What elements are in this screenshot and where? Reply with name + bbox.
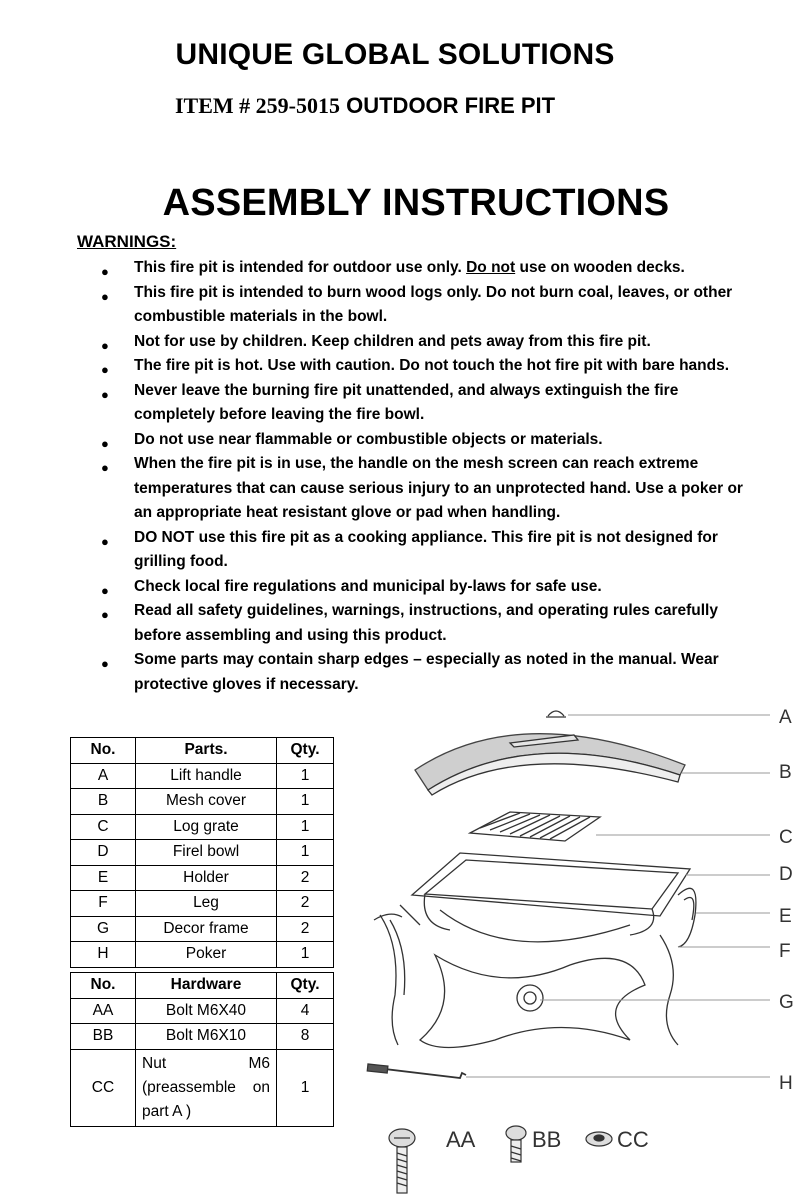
exploded-diagram — [360, 695, 800, 1195]
cell-no: H — [71, 942, 136, 968]
item-number: ITEM # 259-5015 — [175, 93, 340, 118]
bullet-icon: ● — [101, 264, 109, 279]
bullet-icon: ● — [101, 288, 109, 304]
warning-item — [0, 354, 808, 379]
bullet-icon: ● — [101, 435, 109, 451]
cc-line: (preassemble on — [142, 1078, 270, 1096]
cell-no: C — [71, 814, 136, 840]
table-row — [71, 865, 334, 891]
warning-item — [0, 452, 808, 526]
callout-f: F — [779, 941, 791, 962]
document-title: ASSEMBLY INSTRUCTIONS — [162, 182, 670, 224]
warning-item — [0, 575, 808, 600]
bullet-icon: ● — [101, 656, 109, 671]
callout-h: H — [779, 1073, 793, 1094]
cell-hardware: Bolt M6X40 — [136, 998, 277, 1024]
cell-qty: 4 — [277, 998, 334, 1024]
warning-text: This fire pit is intended to burn wood logs only. Do not burn coal, leaves, or other combustible materials in the bowl. — [134, 283, 733, 325]
warning-item — [0, 599, 808, 648]
table-row — [71, 763, 334, 789]
cell-qty: 1 — [277, 789, 334, 815]
warning-item — [0, 428, 808, 453]
cell-no: D — [71, 840, 136, 866]
cc-line: part A ) — [142, 1102, 192, 1120]
cell-qty: 1 — [277, 1049, 334, 1126]
table-row — [71, 942, 334, 968]
bullet-icon: ● — [101, 362, 109, 377]
warning-item — [0, 379, 808, 428]
cell-no: A — [71, 763, 136, 789]
table-header-row — [71, 738, 334, 764]
cell-part: Leg — [136, 891, 277, 917]
header-qty: Qty. — [277, 738, 334, 764]
log-grate-part — [470, 812, 600, 841]
warning-text: Read all safety guidelines, warnings, instructions, and operating rules carefully before assembling and using this product. — [134, 602, 718, 644]
warning-text: use on wooden decks. — [515, 259, 685, 276]
decor-frame-part — [420, 955, 645, 1048]
cell-qty: 2 — [277, 865, 334, 891]
header-parts: Parts. — [136, 738, 277, 764]
callout-g: G — [779, 992, 794, 1013]
poker-part — [367, 1064, 466, 1078]
cell-hardware — [136, 1049, 277, 1126]
bullet-icon: ● — [101, 607, 109, 622]
cell-no: G — [71, 916, 136, 942]
warning-text: The fire pit is hot. Use with caution. Do not touch the hot fire pit with bare hands. — [134, 357, 730, 374]
bullet-icon: ● — [101, 533, 109, 549]
cc-line: Nut M6 — [142, 1054, 270, 1072]
warning-text: When the fire pit is in use, the handle on the mesh screen can reach extreme temperatures that can cause serious injury to an unprotected hand. Use a poker or an appropriate heat resistant glove or pad when handling. — [134, 455, 743, 521]
header-no: No. — [71, 973, 136, 999]
hardware-table — [70, 972, 334, 1127]
callout-b: B — [779, 762, 792, 783]
warning-item — [0, 281, 808, 330]
warning-item — [0, 526, 808, 575]
cell-part: Firel bowl — [136, 840, 277, 866]
callout-d: D — [779, 864, 793, 885]
cell-part: Lift handle — [136, 763, 277, 789]
cell-qty: 1 — [277, 942, 334, 968]
warning-text: Do not use near flammable or combustible objects or materials. — [134, 430, 603, 448]
warning-text: Never leave the burning fire pit unattended, and always extinguish the fire completely before leaving the fire bowl. — [134, 381, 679, 423]
warning-item — [0, 648, 808, 697]
mesh-cover-part — [415, 734, 685, 795]
cell-hardware: Bolt M6X10 — [136, 1024, 277, 1050]
warning-text: Check local fire regulations and municipal by-laws for safe use. — [134, 577, 602, 595]
warning-text: This fire pit is intended for outdoor use only. — [134, 259, 467, 276]
label-bb: BB — [532, 1127, 562, 1152]
cell-part: Log grate — [136, 814, 277, 840]
item-name: OUTDOOR FIRE PIT — [340, 93, 556, 118]
warning-item — [0, 330, 808, 355]
warning-text: Some parts may contain sharp edges – especially as noted in the manual. Wear protective gloves if necessary. — [134, 651, 719, 693]
cell-qty: 1 — [277, 814, 334, 840]
nut-m6-icon — [586, 1132, 612, 1146]
cell-part: Holder — [136, 865, 277, 891]
cell-qty: 1 — [277, 840, 334, 866]
cell-part: Poker — [136, 942, 277, 968]
bolt-m6x40-icon — [389, 1129, 415, 1193]
cell-no: F — [71, 891, 136, 917]
fire-bowl-part — [412, 853, 690, 942]
table-row — [71, 789, 334, 815]
cell-part: Mesh cover — [136, 789, 277, 815]
cell-no: CC — [71, 1049, 136, 1126]
table-row — [71, 916, 334, 942]
bullet-icon: ● — [101, 582, 109, 598]
cell-no: B — [71, 789, 136, 815]
cell-qty: 2 — [277, 891, 334, 917]
table-header-row — [71, 973, 334, 999]
label-cc: CC — [617, 1127, 649, 1152]
bullet-icon: ● — [101, 460, 109, 475]
header-qty: Qty. — [277, 973, 334, 999]
warning-text: DO NOT use this fire pit as a cooking appliance. This fire pit is not designed for grilling food. — [134, 528, 718, 570]
leg-part — [374, 905, 678, 1045]
warnings-heading: WARNINGS: — [77, 232, 177, 251]
table-row — [71, 998, 334, 1024]
holder-part — [678, 888, 696, 947]
table-row — [71, 1049, 334, 1126]
callout-c: C — [779, 827, 793, 848]
table-row — [71, 891, 334, 917]
warning-emphasis: Do not — [466, 259, 516, 276]
bullet-icon: ● — [101, 337, 109, 353]
warning-item — [0, 256, 808, 281]
warnings-list — [0, 256, 808, 697]
item-line — [175, 93, 555, 119]
lift-handle-part — [546, 711, 566, 717]
table-row — [71, 1024, 334, 1050]
label-aa: AA — [446, 1127, 476, 1152]
cell-qty: 1 — [277, 763, 334, 789]
table-row — [71, 814, 334, 840]
cell-no: BB — [71, 1024, 136, 1050]
callout-a: A — [779, 707, 792, 728]
company-name: UNIQUE GLOBAL SOLUTIONS — [175, 38, 615, 71]
header-no: No. — [71, 738, 136, 764]
warning-text: Not for use by children. Keep children and pets away from this fire pit. — [134, 332, 651, 350]
parts-table — [70, 737, 334, 968]
cell-no: AA — [71, 998, 136, 1024]
table-row — [71, 840, 334, 866]
cell-part: Decor frame — [136, 916, 277, 942]
cell-qty: 2 — [277, 916, 334, 942]
callout-e: E — [779, 906, 792, 927]
bullet-icon: ● — [101, 386, 109, 402]
header-hardware: Hardware — [136, 973, 277, 999]
cell-no: E — [71, 865, 136, 891]
bolt-m6x10-icon — [506, 1126, 526, 1162]
cell-qty: 8 — [277, 1024, 334, 1050]
